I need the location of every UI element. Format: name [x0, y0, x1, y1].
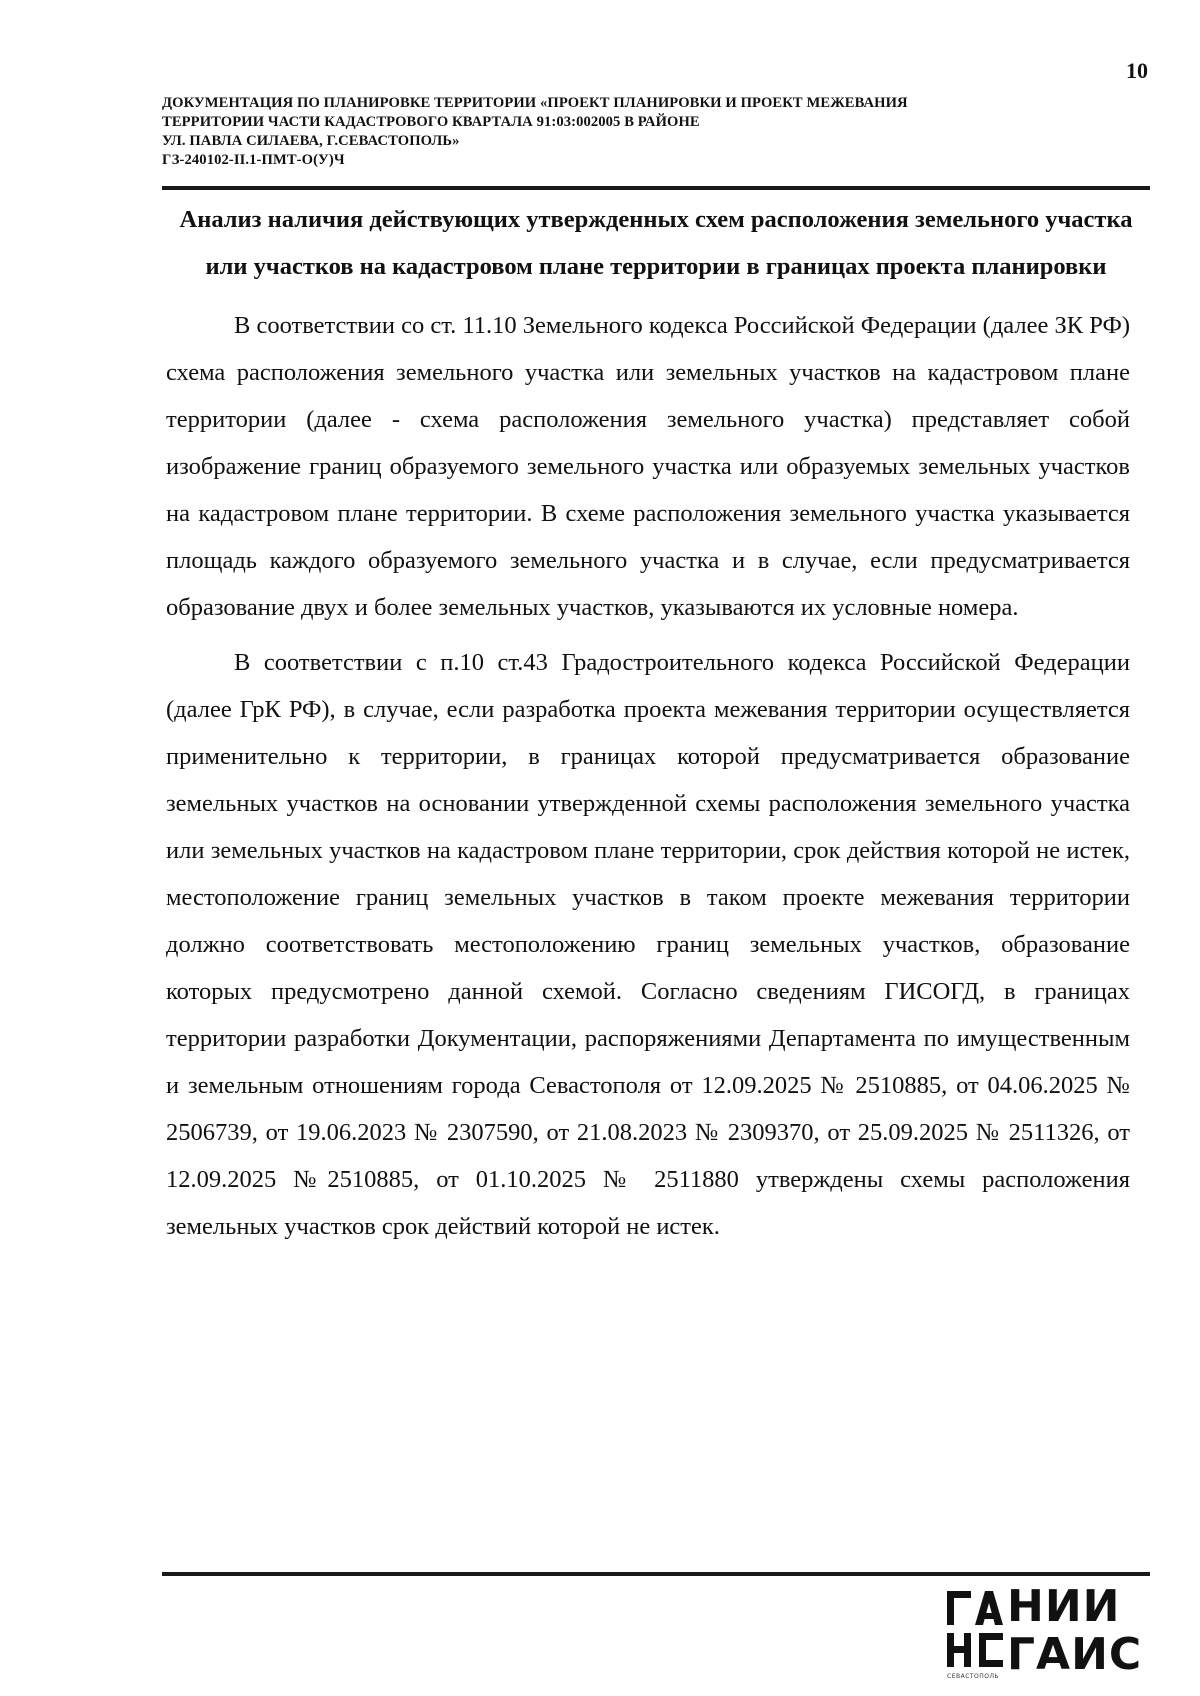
logo-line: НИИ — [1007, 1581, 1121, 1632]
header-line: ТЕРРИТОРИИ ЧАСТИ КАДАСТРОВОГО КВАРТАЛА 91:03:002005 В РАЙОНЕ — [162, 114, 700, 130]
logo-line: ГАИС — [1007, 1629, 1143, 1680]
paragraph: В соответствии со ст. 11.10 Земельного кодекса Российской Федерации (далее ЗК РФ) схема расположения земельного участка или земельных участков на кадастровом плане территории (далее - схема расположения земельного участка) представляет собой изображение границ образуемого земельного участка или образуемых земельных участков на кадастровом плане территории. В схеме расположения земельного участка указывается площадь каждого образуемого земельного участка и в случае, если предусматривается образование двух и более земельных участков, указываются их условные номера. — [166, 312, 1130, 621]
document-header — [162, 94, 1162, 170]
header-divider — [162, 186, 1150, 190]
logo-mark-icon — [945, 1585, 1005, 1681]
footer-divider — [162, 1572, 1150, 1576]
header-line: ДОКУМЕНТАЦИЯ ПО ПЛАНИРОВКЕ ТЕРРИТОРИИ «ПРОЕКТ ПЛАНИРОВКИ И ПРОЕКТ МЕЖЕВАНИЯ — [162, 95, 908, 111]
company-logo — [945, 1581, 1145, 1685]
header-line: УЛ. ПАВЛА СИЛАЕВА, Г.СЕВАСТОПОЛЬ» — [162, 133, 460, 149]
header-line: ГЗ-240102-II.1-ПМТ-О(У)Ч — [162, 152, 345, 168]
logo-caption: СЕВАСТОПОЛЬ — [947, 1673, 1000, 1680]
logo-wordmark — [1007, 1583, 1142, 1679]
body-text — [166, 302, 1130, 1250]
page-number: 10 — [1126, 58, 1148, 83]
section-title: Анализ наличия действующих утвержденных схем расположения земельного участка или участков на кадастровом плане территории в границах проекта планировки — [179, 206, 1133, 280]
paragraph: В соответствии с п.10 ст.43 Градостроительного кодекса Российской Федерации (далее ГрК РФ), в случае, если разработка проекта межевания территории осуществляется применительно к территории, в границах которой предусматривается образование земельных участков на основании утвержденной схемы расположения земельного участка или земельных участков на кадастровом плане территории, срок действия которой не истек, местоположение границ земельных участков в таком проекте межевания территории должно соответствовать местоположению границ земельных участков, образование которых предусмотрено данной схемой. Согласно сведениям ГИСОГД, в границах территории разработки Документации, распоряжениями Департамента по имущественным и земельным отношениям города Севастополя от 12.09.2025 № 2510885, от 04.06.2025 № 2506739, от 19.06.2023 № 2307590, от 21.08.2023 № 2309370, от 25.09.2025 № 2511326, от 12.09.2025 №2510885, от 01.10.2025 № 2511880 утверждены схемы расположения земельных участков срок действий которой не истек. — [166, 649, 1130, 1240]
